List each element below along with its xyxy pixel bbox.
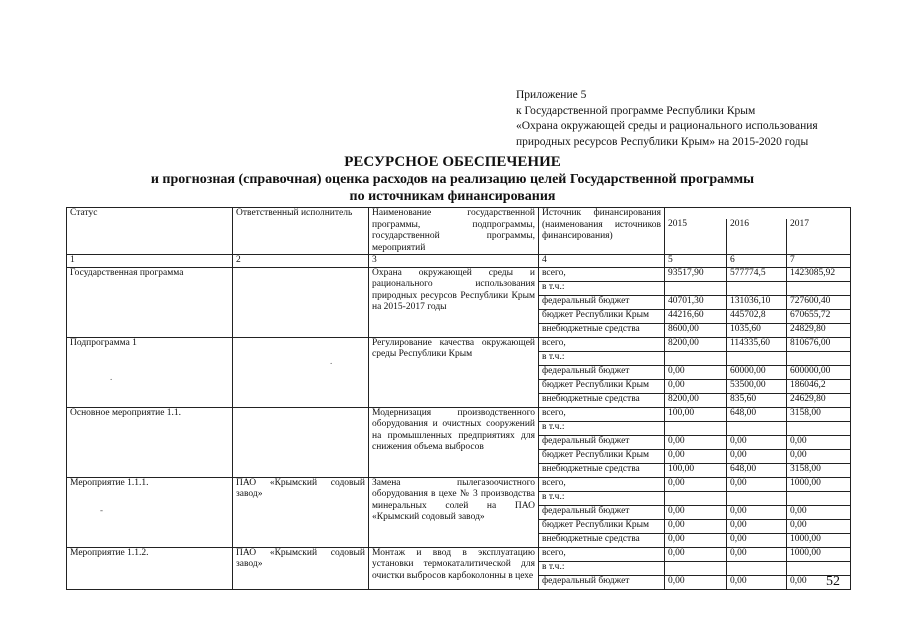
col-num-6: 6 — [727, 255, 787, 268]
value-cell — [727, 351, 787, 365]
resource-table — [66, 207, 851, 590]
value-cell — [727, 561, 787, 575]
value-cell — [727, 421, 787, 435]
value-cell — [727, 491, 787, 505]
value-cell: 0,00 — [787, 435, 851, 449]
header-2016: 2016 — [727, 219, 787, 255]
program-name-cell: Замена пылегазоочистного оборудования в цехе № 3 производства минеральных солей на ПАО «Крымский содовый завод» — [369, 477, 539, 547]
executor-cell — [233, 407, 369, 477]
value-cell — [665, 421, 727, 435]
executor-cell: ПАО «Крымский содовый завод» — [233, 477, 369, 547]
col-num-2: 2 — [233, 255, 369, 268]
value-cell: 8600,00 — [665, 323, 727, 337]
col-num-1: 1 — [67, 255, 233, 268]
source-cell: федеральный бюджет — [539, 365, 665, 379]
value-cell: 53500,00 — [727, 379, 787, 393]
value-cell: 0,00 — [665, 533, 727, 547]
status-cell: Мероприятие 1.1.2. — [67, 547, 233, 589]
value-cell — [787, 351, 851, 365]
value-cell: 810676,00 — [787, 337, 851, 351]
value-cell: 0,00 — [665, 365, 727, 379]
table-row — [67, 477, 851, 491]
source-cell: бюджет Республики Крым — [539, 379, 665, 393]
value-cell: 100,00 — [665, 407, 727, 421]
value-cell: 0,00 — [727, 435, 787, 449]
scan-speck: . — [330, 356, 333, 366]
appendix-line-1: Приложение 5 — [516, 89, 587, 101]
col-num-4: 4 — [539, 255, 665, 268]
value-cell — [787, 421, 851, 435]
value-cell: 40701,30 — [665, 295, 727, 309]
value-cell: 24629,80 — [787, 393, 851, 407]
program-name-cell: Модернизация производственного оборудования и очистных сооружений на промышленных предприятиях для снижения объема выбросов — [369, 407, 539, 477]
value-cell: 0,00 — [665, 379, 727, 393]
value-cell — [787, 281, 851, 295]
value-cell: 8200,00 — [665, 393, 727, 407]
source-cell: бюджет Республики Крым — [539, 449, 665, 463]
value-cell: 0,00 — [727, 533, 787, 547]
appendix-line-2: к Государственной программе Республики Крым — [516, 104, 756, 117]
value-cell: 0,00 — [665, 575, 727, 589]
value-cell: 60000,00 — [727, 365, 787, 379]
executor-cell: ПАО «Крымский содовый завод» — [233, 547, 369, 589]
header-name: Наименование государственной программы, подпрограммы, государственной программы, мероприятий — [369, 208, 539, 255]
source-cell: федеральный бюджет — [539, 575, 665, 589]
header-2015: 2015 — [665, 219, 727, 255]
source-cell: в т.ч.: — [539, 351, 665, 365]
value-cell: 1423085,92 — [787, 267, 851, 281]
source-cell: всего, — [539, 267, 665, 281]
value-cell: 0,00 — [727, 477, 787, 491]
executor-cell — [233, 267, 369, 337]
table-row — [67, 267, 851, 281]
value-cell: 0,00 — [787, 575, 851, 589]
scan-speck: - — [100, 505, 103, 515]
value-cell: 727600,40 — [787, 295, 851, 309]
page-number: 52 — [826, 574, 840, 589]
table-row — [67, 407, 851, 421]
column-number-row — [67, 255, 851, 268]
value-cell — [727, 281, 787, 295]
value-cell: 1000,00 — [787, 547, 851, 561]
value-cell: 24829,80 — [787, 323, 851, 337]
source-cell: в т.ч.: — [539, 281, 665, 295]
header-source: Источник финансирования (наименования источников финансирования) — [539, 208, 665, 255]
header-status: Статус — [67, 208, 233, 255]
status-cell: Основное мероприятие 1.1. — [67, 407, 233, 477]
value-cell: 0,00 — [665, 449, 727, 463]
value-cell — [787, 561, 851, 575]
document-subtitle: и прогнозная (справочная) оценка расходов на реализацию целей Государственной программы — [150, 172, 755, 187]
value-cell: 0,00 — [665, 519, 727, 533]
value-cell: 93517,90 — [665, 267, 727, 281]
source-cell: внебюджетные средства — [539, 393, 665, 407]
value-cell: 1000,00 — [787, 533, 851, 547]
table-row — [67, 547, 851, 561]
value-cell: 670655,72 — [787, 309, 851, 323]
executor-cell — [233, 337, 369, 407]
source-cell: в т.ч.: — [539, 561, 665, 575]
program-name-cell: Охрана окружающей среды и рационального использования природных ресурсов Республики Крым на 2015-2017 годы — [369, 267, 539, 337]
status-cell: Государственная программа — [67, 267, 233, 337]
value-cell: 1000,00 — [787, 477, 851, 491]
value-cell: 3158,00 — [787, 463, 851, 477]
status-cell: Мероприятие 1.1.1. — [67, 477, 233, 547]
value-cell — [665, 281, 727, 295]
col-num-3: 3 — [369, 255, 539, 268]
program-name-cell: Регулирование качества окружающей среды Республики Крым — [369, 337, 539, 407]
value-cell: 44216,60 — [665, 309, 727, 323]
header-years-top — [665, 208, 851, 219]
status-cell: Подпрограмма 1 — [67, 337, 233, 407]
program-name-cell: Монтаж и ввод в эксплуатацию установки термокаталитической для очистки выбросов карбоколонны в цехе — [369, 547, 539, 589]
source-cell: бюджет Республики Крым — [539, 309, 665, 323]
value-cell: 445702,8 — [727, 309, 787, 323]
value-cell: 835,60 — [727, 393, 787, 407]
col-num-7: 7 — [787, 255, 851, 268]
source-cell: в т.ч.: — [539, 421, 665, 435]
value-cell: 0,00 — [727, 505, 787, 519]
scan-speck: . — [110, 372, 113, 382]
value-cell: 100,00 — [665, 463, 727, 477]
value-cell: 0,00 — [727, 519, 787, 533]
value-cell: 648,00 — [727, 463, 787, 477]
table-row — [67, 337, 851, 351]
value-cell — [665, 561, 727, 575]
source-cell: всего, — [539, 547, 665, 561]
value-cell: 114335,60 — [727, 337, 787, 351]
value-cell: 0,00 — [665, 505, 727, 519]
source-cell: бюджет Республики Крым — [539, 519, 665, 533]
value-cell: 0,00 — [727, 547, 787, 561]
header-2017: 2017 — [787, 219, 851, 255]
value-cell: 0,00 — [665, 435, 727, 449]
value-cell: 131036,10 — [727, 295, 787, 309]
value-cell: 0,00 — [787, 449, 851, 463]
source-cell: федеральный бюджет — [539, 295, 665, 309]
value-cell: 0,00 — [787, 519, 851, 533]
source-cell: всего, — [539, 337, 665, 351]
value-cell: 577774,5 — [727, 267, 787, 281]
value-cell: 8200,00 — [665, 337, 727, 351]
source-cell: федеральный бюджет — [539, 505, 665, 519]
appendix-line-3: «Охрана окружающей среды и рационального использования — [516, 120, 818, 132]
value-cell — [665, 351, 727, 365]
source-cell: в т.ч.: — [539, 491, 665, 505]
appendix-note — [516, 88, 818, 150]
value-cell: 0,00 — [727, 449, 787, 463]
value-cell: 0,00 — [665, 547, 727, 561]
source-cell: внебюджетные средства — [539, 463, 665, 477]
source-cell: внебюджетные средства — [539, 533, 665, 547]
source-cell: всего, — [539, 477, 665, 491]
value-cell: 0,00 — [665, 477, 727, 491]
value-cell — [787, 491, 851, 505]
value-cell: 600000,00 — [787, 365, 851, 379]
value-cell: 1035,60 — [727, 323, 787, 337]
header-executor: Ответственный исполнитель — [233, 208, 369, 255]
document-title: РЕСУРСНОЕ ОБЕСПЕЧЕНИЕ — [344, 154, 561, 170]
document-subtitle-2: по источникам финансирования — [349, 189, 556, 204]
source-cell: всего, — [539, 407, 665, 421]
value-cell: 186046,2 — [787, 379, 851, 393]
appendix-line-4: природных ресурсов Республики Крым» на 2015-2020 годы — [516, 135, 809, 148]
source-cell: внебюджетные средства — [539, 323, 665, 337]
header-row — [67, 208, 851, 219]
value-cell: 0,00 — [727, 575, 787, 589]
source-cell: федеральный бюджет — [539, 435, 665, 449]
value-cell: 648,00 — [727, 407, 787, 421]
col-num-5: 5 — [665, 255, 727, 268]
value-cell: 3158,00 — [787, 407, 851, 421]
value-cell — [665, 491, 727, 505]
value-cell: 0,00 — [787, 505, 851, 519]
